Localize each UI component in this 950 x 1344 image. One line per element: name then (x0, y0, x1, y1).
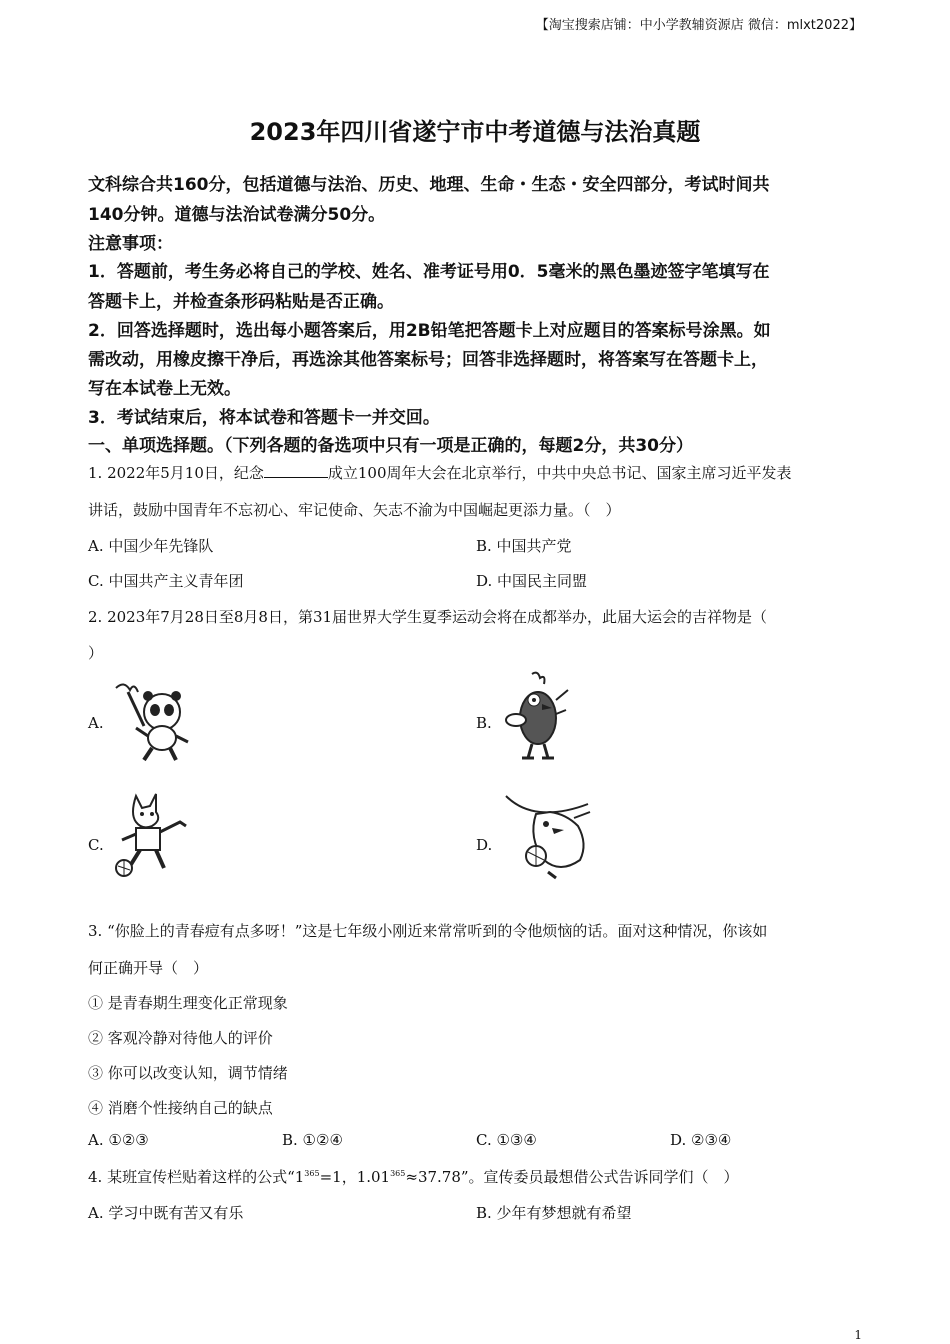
q3-statement-3: ③ 你可以改变认知，调节情绪 (88, 1064, 288, 1082)
q1-stem-after: 成立100周年大会在北京举行，中共中央总书记、国家主席习近平发表 (327, 464, 792, 482)
q1-stem-line-1 (88, 462, 792, 483)
fox-football-mascot-image (106, 790, 192, 878)
q2-option-b: B. (476, 714, 492, 732)
q1-stem-line-2: 讲话，鼓励中国青年不忘初心、牢记使命、矢志不渝为中国崛起更添力量。（ ） (88, 501, 621, 519)
note-2-line-3: 写在本试卷上无效。 (88, 379, 241, 399)
q4-option-a: A. 学习中既有苦又有乐 (88, 1204, 244, 1222)
q1-option-d: D. 中国民主同盟 (476, 572, 588, 590)
q4-exponent-2: 365 (390, 1169, 406, 1178)
q4-stem-prefix: 4. 某班宣传栏贴着这样的公式“1 (88, 1168, 305, 1186)
note-2-line-1: 2．回答选择题时，选出每小题答案后，用2B铅笔把答题卡上对应题目的答案标号涂黑。如 (88, 321, 771, 341)
q3-option-c: C. ①③④ (476, 1131, 537, 1149)
q3-stem-line-2: 何正确开导（ ） (88, 959, 209, 977)
q1-option-a: A. 中国少年先锋队 (88, 537, 214, 555)
q4-stem-mid: =1，1.01 (319, 1168, 391, 1186)
q3-option-a: A. ①②③ (88, 1131, 149, 1149)
q3-statement-4: ④ 消磨个性接纳自己的缺点 (88, 1099, 273, 1117)
note-2-line-2: 需改动，用橡皮擦干净后，再选涂其他答案标号；回答非选择题时，将答案写在答题卡上， (88, 350, 768, 370)
q3-statement-2: ② 客观冷静对待他人的评价 (88, 1029, 273, 1047)
notes-heading: 注意事项： (88, 234, 173, 254)
note-1-line-2: 答题卡上，并检查条形码粘贴是否正确。 (88, 292, 394, 312)
q1-blank (264, 462, 328, 478)
q3-stem-line-1: 3. “你脸上的青春痘有点多呀！”这是七年级小刚近来常常听到的令他烦恼的话。面对这种情况，你该如 (88, 922, 768, 940)
bird-chef-mascot-image (494, 670, 580, 762)
q2-option-d: D. (476, 836, 493, 854)
q4-option-b: B. 少年有梦想就有希望 (476, 1204, 632, 1222)
q3-option-b: B. ①②④ (282, 1131, 343, 1149)
section-1-heading: 一、单项选择题。（下列各题的备选项中只有一项是正确的，每题2分，共30分） (88, 436, 693, 456)
note-3: 3．考试结束后，将本试卷和答题卡一并交回。 (88, 408, 440, 428)
q2-stem-line-1: 2. 2023年7月28日至8月8日，第31届世界大学生夏季运动会将在成都举办，此届大运会的吉祥物是（ (88, 608, 768, 626)
q4-stem-suffix: ≈37.78”。宣传委员最想借公式告诉同学们（ ） (405, 1168, 739, 1186)
intro-line-1: 文科综合共160分，包括道德与法治、历史、地理、生命・生态・安全四部分，考试时间共 (88, 175, 770, 195)
q1-option-b: B. 中国共产党 (476, 537, 572, 555)
q2-stem-line-2: ） (88, 644, 104, 662)
panda-mascot-image (106, 678, 196, 764)
q2-option-a: A. (88, 714, 104, 732)
page-title: 2023年四川省遂宁市中考道德与法治真题 (249, 118, 701, 146)
q2-option-c: C. (88, 836, 104, 854)
q3-statement-1: ① 是青春期生理变化正常现象 (88, 994, 288, 1012)
header-note: 【淘宝搜索店铺：中小学教辅资源店 微信：mlxt2022】 (535, 18, 862, 33)
q1-option-c: C. 中国共产主义青年团 (88, 572, 244, 590)
bird-football-mascot-image (500, 790, 596, 882)
q1-stem-before: 1. 2022年5月10日，纪念 (88, 464, 264, 482)
q4-stem (88, 1166, 739, 1187)
q3-option-d: D. ②③④ (670, 1131, 732, 1149)
page-number: 1 (854, 1328, 862, 1342)
intro-line-2: 140分钟。道德与法治试卷满分50分。 (88, 205, 386, 225)
q4-exponent-1: 365 (304, 1169, 320, 1178)
note-1-line-1: 1．答题前，考生务必将自己的学校、姓名、准考证号用0．5毫米的黑色墨迹签字笔填写在 (88, 262, 770, 282)
